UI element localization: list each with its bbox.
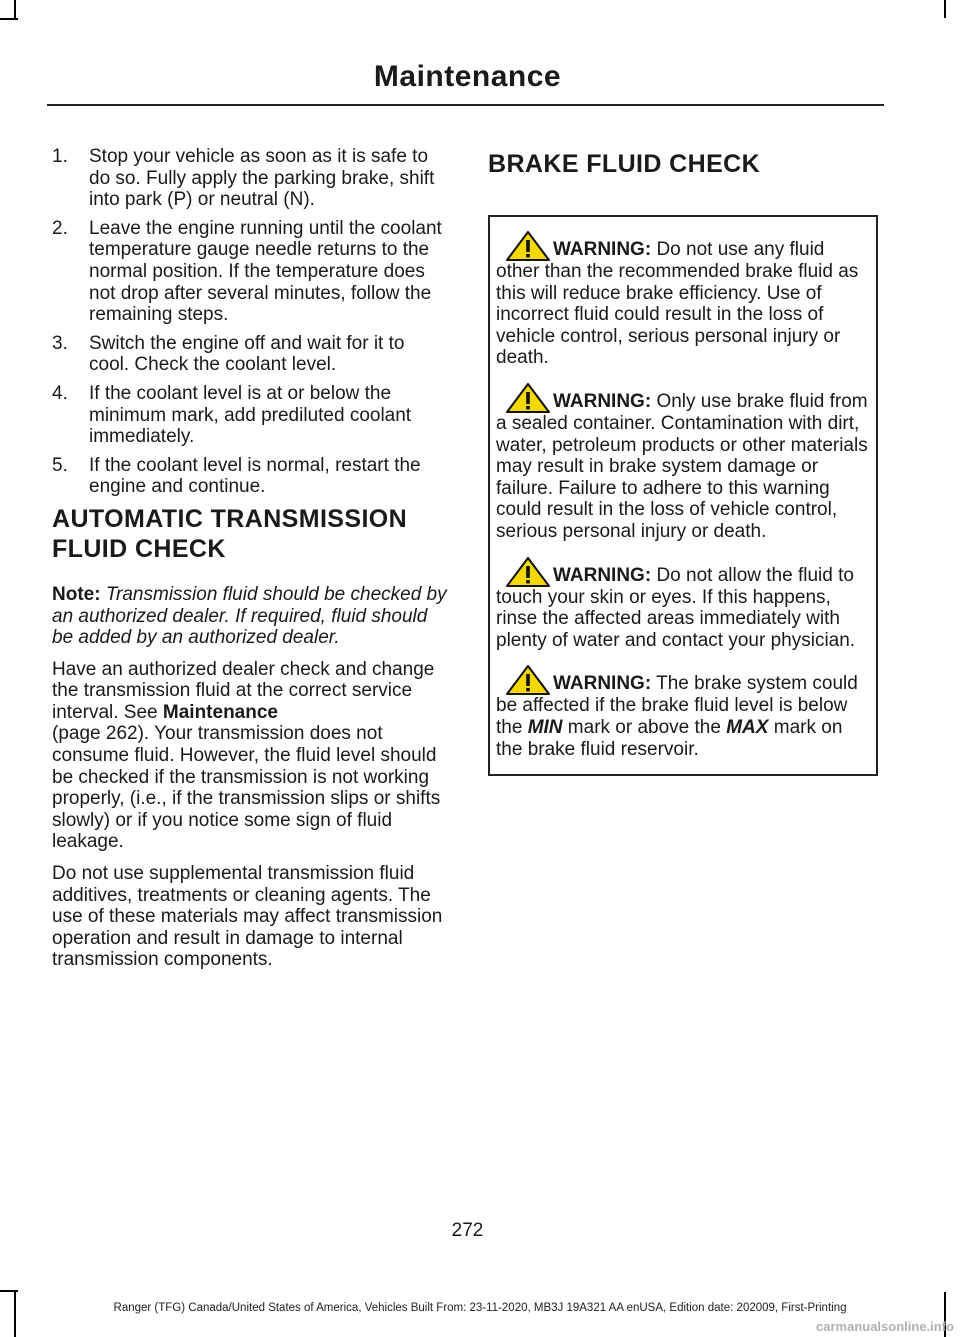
footer-edition-info: Ranger (TFG) Canada/United States of America, Vehicles Built From: 23-11-2020, MB3J 19A321 AA enUSA, Edition date: 202009, First-Printing bbox=[113, 1302, 847, 1314]
warning-label: WARNING: bbox=[553, 239, 652, 260]
watermark: carmanualsonline.info bbox=[816, 1319, 954, 1334]
warning-text: mark on the brake fluid reservoir. bbox=[496, 716, 843, 760]
min-mark-label: MIN bbox=[527, 716, 563, 738]
list-item bbox=[52, 218, 448, 326]
step-number: 4. bbox=[52, 382, 68, 404]
step-number: 1. bbox=[52, 146, 68, 167]
step-text: If the coolant level is normal, restart the engine and continue. bbox=[89, 454, 421, 498]
section-heading-brake-fluid: BRAKE FLUID CHECK bbox=[488, 150, 761, 178]
section-heading-transmission bbox=[52, 505, 448, 564]
warning-text: Do not use any fluid other than the recommended brake fluid as this will reduce brake efficiency. Use of incorrect fluid could result in the loss of vehicle control, serious personal injury or death. bbox=[496, 239, 859, 369]
coolant-steps-list bbox=[52, 146, 448, 498]
warning-label: WARNING: bbox=[553, 390, 652, 412]
cross-reference-link[interactable]: Maintenance bbox=[162, 701, 278, 723]
page-title: Maintenance bbox=[373, 60, 562, 93]
step-number: 3. bbox=[52, 332, 68, 354]
heading-line: AUTOMATIC TRANSMISSION bbox=[52, 504, 408, 533]
note-paragraph bbox=[52, 584, 448, 649]
paragraph-text: (page 262). Your transmission does not consume fluid. However, the fluid level should be checked if the transmission is not working properly, (i.e., if the transmission slips or shifts slowly) or if you notice some sign of fluid leakage. bbox=[52, 723, 441, 853]
warning-text: mark or above the bbox=[562, 716, 727, 738]
warning-item bbox=[496, 383, 870, 543]
warning-text: Only use brake fluid from a sealed container. Contamination with dirt, water, petroleum products or other materials may result in brake system damage or failure. Failure to adhere to this warning could result in the loss of vehicle control, serious personal injury or death. bbox=[496, 390, 868, 542]
step-number: 5. bbox=[52, 454, 68, 476]
paragraph-text: Have an authorized dealer check and change the transmission fluid at the correct service interval. See bbox=[52, 658, 435, 723]
page-number: 272 bbox=[451, 1220, 484, 1241]
warning-label: WARNING: bbox=[553, 564, 652, 586]
crop-mark bbox=[0, 18, 18, 20]
body-paragraph bbox=[52, 659, 448, 853]
note-text: Transmission fluid should be checked by an authorized dealer. If required, fluid should be added by an authorized dealer. bbox=[52, 583, 447, 649]
warning-text: Do not allow the fluid to touch your skin or eyes. If this happens, rinse the affected areas immediately with plenty of water and contact your physician. bbox=[496, 564, 856, 651]
warning-label: WARNING: bbox=[553, 673, 652, 695]
left-column bbox=[52, 146, 448, 971]
list-item bbox=[52, 383, 448, 448]
step-text: Stop your vehicle as soon as it is safe to do so. Fully apply the parking brake, shift into park (P) or neutral (N). bbox=[89, 146, 435, 211]
right-column bbox=[488, 146, 878, 776]
crop-mark bbox=[944, 0, 946, 18]
warning-item bbox=[496, 557, 870, 652]
list-item bbox=[52, 146, 448, 211]
list-item bbox=[52, 455, 448, 498]
warning-triangle-icon bbox=[506, 557, 550, 587]
body-paragraph: Do not use supplemental transmission fluid additives, treatments or cleaning agents. The use of these materials may affect transmission operation and result in damage to internal transmission components. bbox=[52, 863, 443, 971]
list-item bbox=[52, 333, 448, 376]
warning-item bbox=[496, 665, 870, 760]
crop-mark bbox=[14, 0, 16, 18]
warning-text: The brake system could be affected if the brake fluid level is below the bbox=[496, 673, 858, 738]
step-text: Leave the engine running until the coolant temperature gauge needle returns to the normal position. If the temperature does not drop after several minutes, follow the remaining steps. bbox=[89, 217, 442, 326]
warning-triangle-icon bbox=[506, 665, 550, 695]
header-divider bbox=[47, 104, 884, 106]
warning-box bbox=[488, 215, 878, 776]
step-text: If the coolant level is at or below the minimum mark, add prediluted coolant immediately. bbox=[89, 382, 412, 448]
crop-mark bbox=[14, 1292, 16, 1337]
note-label: Note: bbox=[52, 583, 101, 605]
warning-triangle-icon bbox=[506, 383, 550, 413]
heading-line: FLUID CHECK bbox=[52, 534, 226, 563]
step-number: 2. bbox=[52, 217, 68, 239]
max-mark-label: MAX bbox=[726, 716, 769, 738]
step-text: Switch the engine off and wait for it to cool. Check the coolant level. bbox=[89, 332, 405, 376]
warning-item bbox=[496, 231, 870, 369]
warning-triangle-icon bbox=[506, 231, 550, 261]
